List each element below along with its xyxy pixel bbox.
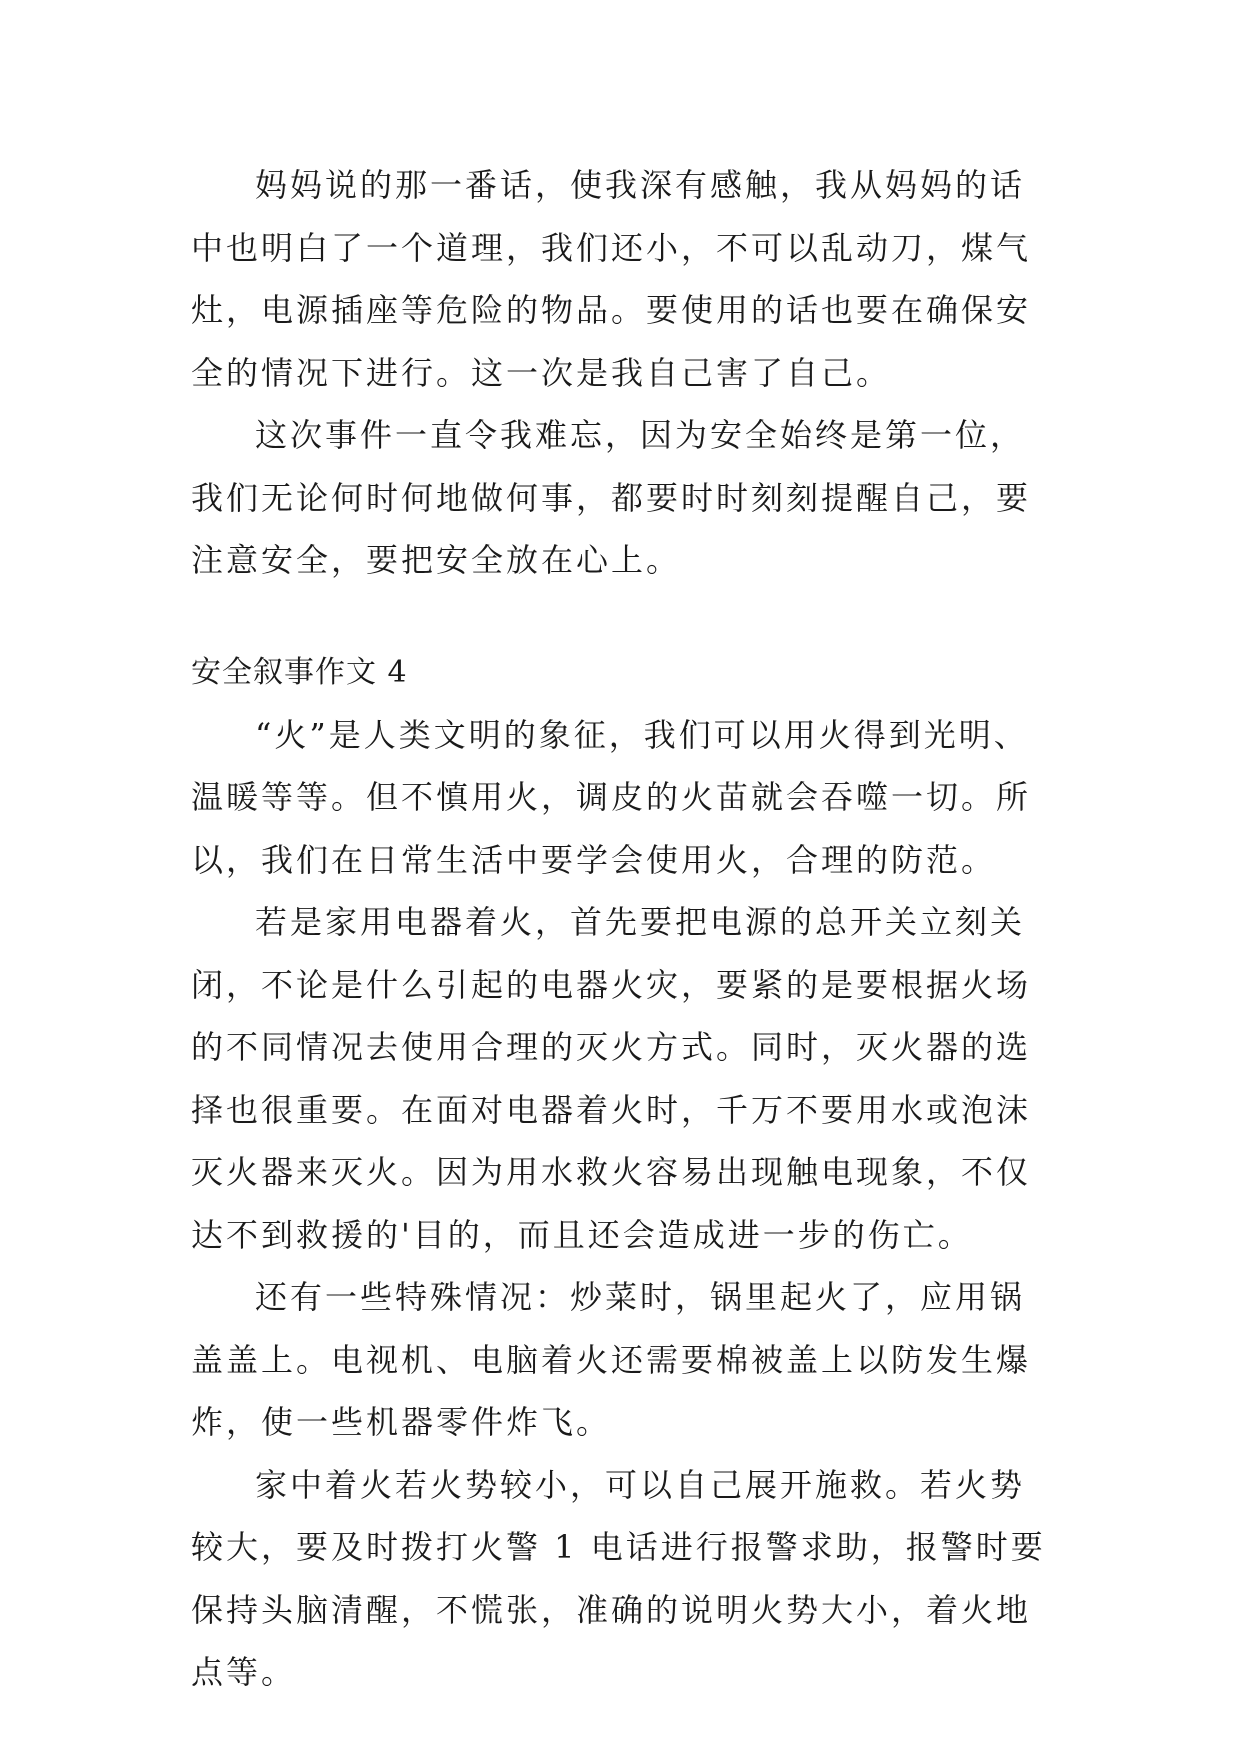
paragraph: 还有一些特殊情况：炒菜时，锅里起火了，应用锅盖盖上。电视机、电脑着火还需要棉被盖上以防发生爆炸，使一些机器零件炸飞。 (191, 1278, 1032, 1441)
paragraph: 若是家用电器着火，首先要把电源的总开关立刻关闭，不论是什么引起的电器火灾，要紧的是要根据火场的不同情况去使用合理的灭火方式。同时，灭火器的选择也很重要。在面对电器着火时，千万不要用水或泡沫灭火器来灭火。因为用水救火容易出现触电现象，不仅达不到救援的'目的，而且还会造成进一步的伤亡。 (191, 903, 1032, 1254)
document-body (191, 154, 1051, 1704)
section-spacer (191, 592, 1051, 642)
paragraph: 家中着火若火势较小，可以自己展开施救。若火势较大，要及时拨打火警 1 电话进行报警求助，报警时要保持头脑清醒，不慌张，准确的说明火势大小，着火地点等。 (191, 1465, 1046, 1691)
paragraph: “火”是人类文明的象征，我们可以用火得到光明、温暖等等。但不慎用火，调皮的火苗就会吞噬一切。所以，我们在日常生活中要学会使用火，合理的防范。 (191, 715, 1032, 879)
paragraph: 妈妈说的那一番话，使我深有感触，我从妈妈的话中也明白了一个道理，我们还小，不可以乱动刀，煤气灶，电源插座等危险的物品。要使用的话也要在确保安全的情况下进行。这一次是我自己害了自己。 (191, 166, 1032, 392)
paragraph: 这次事件一直令我难忘，因为安全始终是第一位，我们无论何时何地做何事，都要时时刻刻提醒自己，要注意安全，要把安全放在心上。 (191, 416, 1032, 579)
section-heading: 安全叙事作文 4 (191, 654, 408, 690)
